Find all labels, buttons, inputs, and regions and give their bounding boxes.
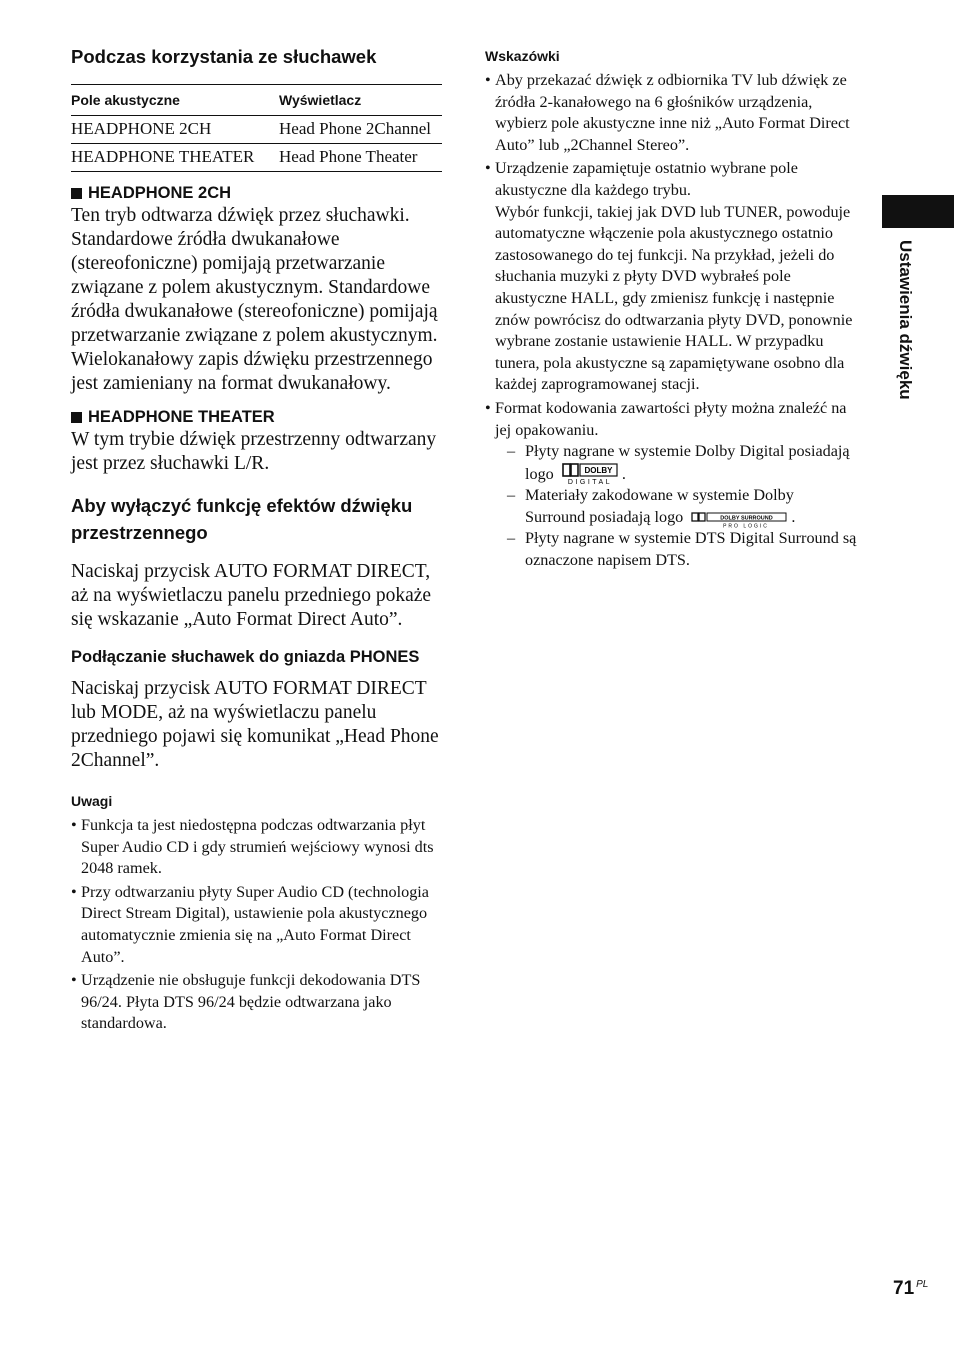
tip-text: Format kodowania zawartości płyty można znaleźć na jej opakowaniu.: [495, 398, 847, 439]
headphone-2ch-description: Ten tryb odtwarza dźwięk przez słuchawki. Standardowe źródła dwukanałowe (stereofoniczne) pomijają przetwarzanie związane z polem akustycznym. Standardowe źródła dwukanałowe (stereofoniczne) pomijają przetwarzanie związane z polem akustycznym. Wielokanałowy zapis dźwięku przestrzennego jest zamieniany na format dwukanałowy.: [71, 205, 438, 394]
sub-text: Płyty nagrane w systemie DTS Digital Surround są oznaczone napisem DTS.: [525, 529, 857, 570]
note-text: Przy odtwarzaniu płyty Super Audio CD (technologia Direct Stream Digital), ustawienie pola akustycznego automatycznie zmienia się na „Auto Format Direct Auto”.: [81, 882, 429, 966]
notes-list: [71, 815, 442, 1035]
table-cell: HEADPHONE 2CH: [71, 116, 279, 144]
phones-text: Naciskaj przycisk AUTO FORMAT DIRECT lub MODE, aż na wyświetlaczu panelu przedniego pojawi się komunikat „Head Phone 2Channel”.: [71, 678, 439, 771]
list-item: [495, 528, 857, 571]
left-column: [71, 44, 442, 1037]
disable-effects-text: Naciskaj przycisk AUTO FORMAT DIRECT, aż na wyświetlaczu panelu przedniego pokaże się wskazanie „Auto Format Direct Auto”.: [71, 561, 432, 630]
dash-icon: –: [507, 529, 516, 548]
tips-heading: Wskazówki: [485, 48, 560, 64]
table-cell: Head Phone Theater: [279, 144, 442, 172]
tip-text: Urządzenie zapamiętuje ostatnio wybrane pole akustyczne dla każdego trybu.: [495, 159, 798, 199]
note-text: Funkcja ta jest niedostępna podczas odtwarzania płyt Super Audio CD i gdy strumień wejściowy wynosi dts 2048 ramek.: [81, 816, 434, 878]
period-text: .: [621, 464, 626, 483]
logo-text: PRO LOGIC: [723, 523, 770, 528]
phones-heading: Podłączanie słuchawek do gniazda PHONES: [71, 648, 420, 666]
logo-text: DIGITAL: [567, 478, 612, 485]
bullet-icon: •: [71, 882, 77, 901]
table-header-display: Wyświetlacz: [279, 85, 442, 116]
dolby-surround-logo-icon: [691, 512, 787, 528]
list-item: [485, 158, 857, 396]
list-item: [485, 70, 857, 156]
page-number: [893, 1278, 928, 1300]
square-bullet-icon: [71, 412, 82, 423]
format-sublist: [495, 441, 857, 572]
side-tab-marker: [882, 195, 954, 228]
list-item: [71, 882, 442, 968]
table-header-row: [71, 85, 442, 116]
headphone-theater-heading: [71, 406, 442, 428]
table-cell: Head Phone 2Channel: [279, 116, 442, 144]
bullet-icon: •: [71, 971, 77, 990]
heading-text: HEADPHONE THEATER: [88, 408, 275, 426]
side-tab-label: Ustawienia dźwięku: [896, 240, 915, 400]
sound-field-table: [71, 84, 442, 172]
period-text: .: [791, 507, 796, 526]
table-cell: HEADPHONE THEATER: [71, 144, 279, 172]
note-text: Urządzenie nie obsługuje funkcji dekodowania DTS 96/24. Płyta DTS 96/24 będzie odtwarzana jako standardowa.: [81, 971, 421, 1033]
list-item: [71, 970, 442, 1035]
right-column: [485, 46, 857, 574]
list-item: [71, 815, 442, 880]
bullet-icon: •: [71, 816, 77, 834]
logo-text: DOLBY SURROUND: [720, 515, 774, 522]
table-header-field: Pole akustyczne: [71, 85, 279, 116]
list-item: [485, 398, 857, 572]
sub-text: Materiały zakodowane w systemie Dolby Surround posiadają logo: [525, 486, 794, 526]
page-number-value: 71: [893, 1278, 915, 1299]
tip-text: Aby przekazać dźwięk z odbiornika TV lub dźwięk ze źródła 2-kanałowego na 6 głośników urządzenia, wybierz pole akustyczne inne niż „Auto Format Direct Auto” lub „2Channel Stereo”.: [495, 71, 850, 154]
headphone-theater-description: W tym trybie dźwięk przestrzenny odtwarzany jest przez słuchawki L/R.: [71, 429, 437, 474]
logo-text: DOLBY: [584, 465, 613, 475]
section-title: Podczas korzystania ze słuchawek: [71, 46, 377, 67]
sub-text: Płyty nagrane w systemie Dolby Digital posiadają logo: [525, 442, 850, 483]
bullet-icon: •: [485, 398, 491, 417]
tip-text: Wybór funkcji, takiej jak DVD lub TUNER, powoduje automatyczne włączenie pola akustycznego ostatnio zastosowanego do tej funkcji. Na przykład, jeżeli do słuchania muzyki z płyty DVD wybrałeś pole akustyczne HALL, gdy zmienisz funkcję i następnie znów powrócisz do odtwarzania płyty DVD, ponownie wybrane zostanie ustawienie HALL. W przypadku tunera, pola akustyczne są zapamiętywane osobno dla każdej zaprogramowanej stacji.: [495, 202, 853, 394]
dash-icon: –: [507, 486, 516, 505]
notes-heading: Uwagi: [71, 793, 113, 809]
tips-list: [485, 70, 857, 572]
page-language-suffix: PL: [916, 1278, 929, 1290]
bullet-icon: •: [485, 159, 491, 178]
list-item: [495, 441, 857, 485]
disable-effects-heading: Aby wyłączyć funkcję efektów dźwięku przestrzennego: [71, 495, 413, 543]
dash-icon: –: [507, 442, 516, 461]
list-item: [495, 485, 857, 528]
heading-text: HEADPHONE 2CH: [88, 184, 232, 202]
bullet-icon: •: [485, 71, 491, 89]
square-bullet-icon: [71, 188, 82, 199]
table-row: [71, 116, 442, 144]
table-row: [71, 144, 442, 172]
headphone-2ch-heading: [71, 182, 442, 204]
dolby-digital-logo-icon: [562, 463, 618, 485]
